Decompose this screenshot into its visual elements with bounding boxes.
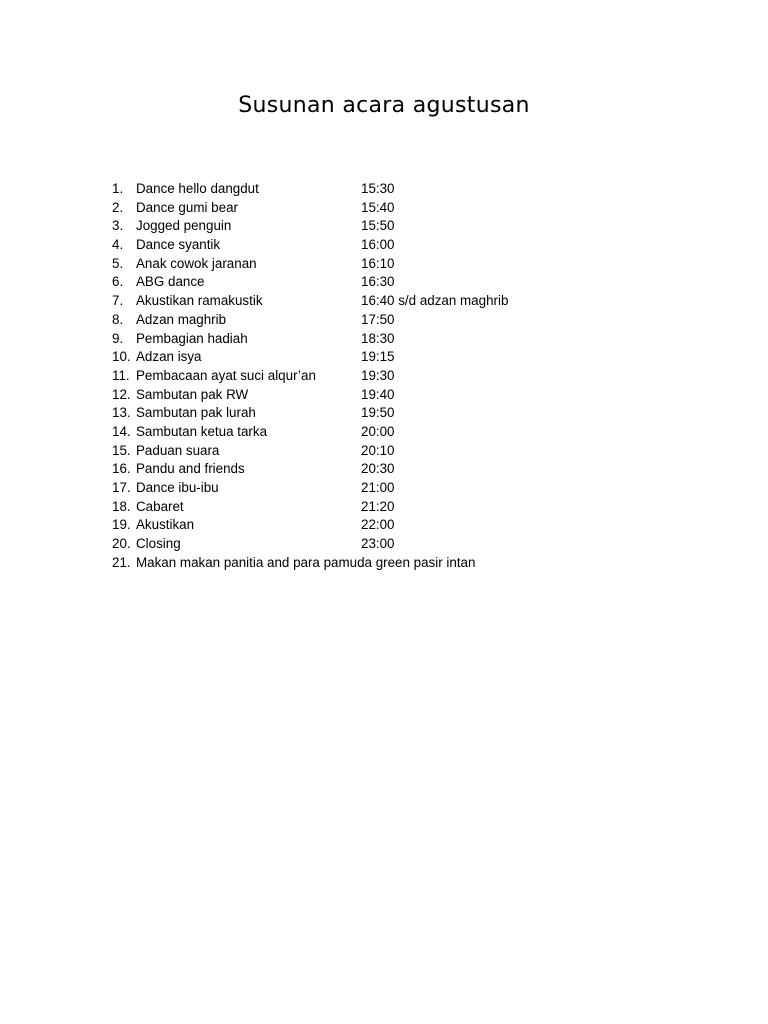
item-activity: Akustikan	[136, 517, 195, 533]
list-item	[112, 273, 672, 292]
item-activity: Dance syantik	[136, 237, 221, 253]
item-number: 2.	[112, 199, 124, 215]
list-item	[112, 516, 672, 535]
list-item	[112, 479, 672, 498]
list-item	[112, 217, 672, 236]
item-number: 17.	[112, 480, 131, 495]
item-time: 17:50	[361, 311, 395, 327]
item-activity: Closing	[136, 536, 181, 552]
item-time: 21:00	[361, 480, 395, 495]
item-number: 9.	[112, 330, 124, 346]
item-number: 8.	[112, 311, 124, 327]
list-item	[112, 348, 672, 367]
item-number: 5.	[112, 255, 124, 271]
list-item	[112, 404, 672, 423]
item-time: 16:00	[361, 237, 395, 253]
item-activity: Anak cowok jaranan	[136, 255, 257, 271]
item-activity: Akustikan ramakustik	[136, 293, 263, 309]
item-time: 15:40	[361, 199, 395, 215]
item-number: 18.	[112, 498, 131, 514]
item-activity: Cabaret	[136, 498, 184, 514]
item-number: 13.	[112, 405, 131, 421]
list-item	[112, 292, 672, 311]
item-time: 20:00	[361, 423, 395, 439]
list-item	[112, 367, 672, 386]
list-item	[112, 330, 672, 349]
item-number: 10.	[112, 349, 131, 365]
list-item	[112, 498, 672, 517]
item-activity: Pandu and friends	[136, 461, 245, 477]
list-item	[112, 460, 672, 479]
item-activity: Sambutan pak RW	[136, 386, 249, 402]
item-activity: Paduan suara	[136, 442, 220, 458]
list-item	[112, 442, 672, 461]
item-time: 15:50	[361, 218, 395, 234]
item-time: 23:00	[361, 536, 395, 552]
item-number: 15.	[112, 442, 131, 458]
item-time: 16:30	[361, 274, 395, 290]
item-number: 20.	[112, 536, 131, 552]
item-number: 21.	[112, 554, 131, 570]
item-time: 16:40 s/d adzan maghrib	[361, 293, 509, 309]
list-item	[112, 554, 672, 573]
item-time: 19:15	[361, 349, 395, 365]
list-item	[112, 236, 672, 255]
item-number: 12.	[112, 386, 131, 402]
item-time: 15:30	[361, 181, 395, 196]
list-item	[112, 199, 672, 218]
item-time: 18:30	[361, 330, 395, 346]
item-number: 14.	[112, 423, 131, 439]
item-activity: Dance ibu-ibu	[136, 480, 219, 495]
list-item	[112, 255, 672, 274]
list-item	[112, 180, 672, 199]
item-activity: Jogged penguin	[136, 218, 232, 234]
item-activity: ABG dance	[136, 274, 205, 290]
list-item	[112, 311, 672, 330]
item-activity: Makan makan panitia and para pamuda green pasir intan	[136, 554, 476, 570]
item-time: 20:10	[361, 442, 395, 458]
item-activity: Adzan isya	[136, 349, 202, 365]
item-time: 20:30	[361, 461, 395, 477]
item-activity: Adzan maghrib	[136, 311, 227, 327]
item-activity: Dance gumi bear	[136, 199, 238, 215]
item-activity: Pembacaan ayat suci alqur’an	[136, 367, 316, 383]
item-time: 22:00	[361, 517, 395, 533]
list-item	[112, 535, 672, 554]
item-number: 16.	[112, 461, 131, 477]
item-number: 11.	[112, 367, 130, 383]
item-number: 6.	[112, 274, 124, 290]
item-number: 4.	[112, 237, 124, 253]
item-activity: Sambutan ketua tarka	[136, 423, 268, 439]
item-number: 19.	[112, 517, 131, 533]
item-number: 3.	[112, 218, 124, 234]
item-activity: Sambutan pak lurah	[136, 405, 256, 421]
event-schedule-list	[112, 180, 672, 572]
item-time: 21:20	[361, 498, 395, 514]
item-activity: Dance hello dangdut	[136, 181, 259, 196]
page-title: Susunan acara agustusan	[238, 93, 530, 118]
item-time: 19:30	[361, 367, 395, 383]
item-number: 1.	[112, 181, 124, 196]
list-item	[112, 423, 672, 442]
item-time: 19:40	[361, 386, 395, 402]
item-time: 19:50	[361, 405, 395, 421]
item-activity: Pembagian hadiah	[136, 330, 248, 346]
list-item	[112, 386, 672, 405]
item-number: 7.	[112, 293, 124, 309]
item-time: 16:10	[361, 255, 395, 271]
